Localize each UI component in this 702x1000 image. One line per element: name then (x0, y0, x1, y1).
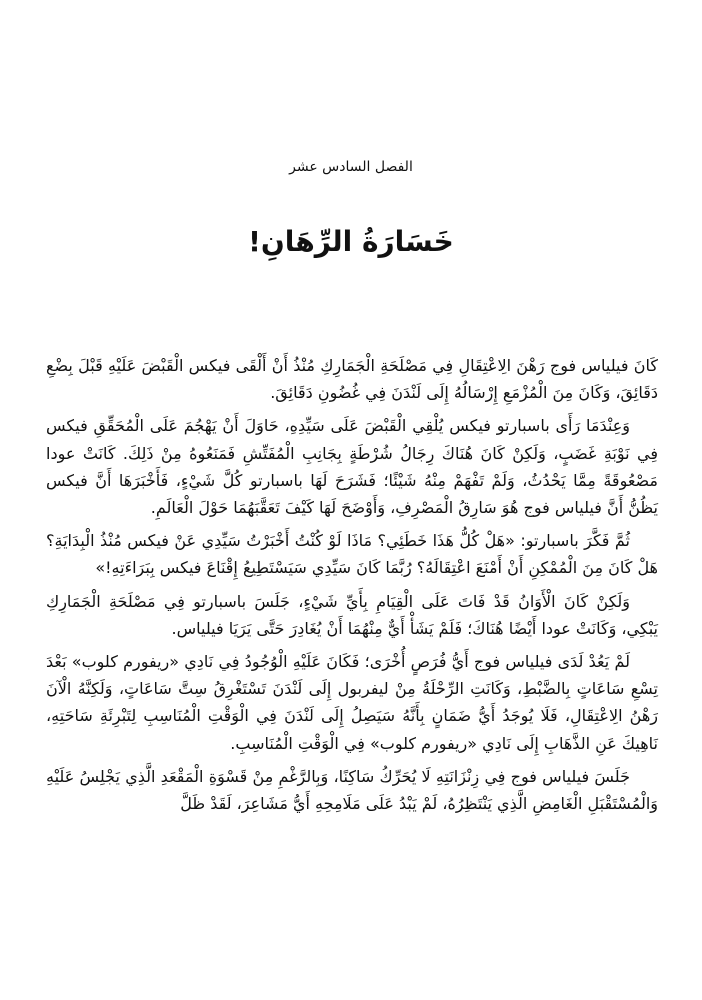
chapter-label: الفصل السادس عشر (289, 159, 413, 175)
paragraph-6: جَلَسَ فيلياس فوج فِي زِنْزَانَتِهِ لَا يُحَرِّكُ سَاكِنًا، وَبِالرَّغْمِ مِنْ قَسْوَةِ الْمَقْعَدِ الَّذِي يَجْلِسُ عَلَيْهِ وَالْمُسْتَقْبَلِ الْغَامِضِ الَّذِي يَنْتَظِرُهُ، لَمْ يَبْدُ عَلَى مَلَامِحِهِ أَيُّ مَشَاعِرَ، لَقَدْ ظَلَّ (46, 766, 658, 814)
body-text (46, 352, 658, 823)
chapter-title: خَسَارَةُ الرِّهَانِ! (248, 225, 454, 258)
paragraph-3: ثُمَّ فَكَّرَ باسبارتو: «هَلْ كُلُّ هَذَا خَطَئِي؟ مَاذَا لَوْ كُنْتُ أَخْبَرْتُ سَيِّدِي عَنْ فيكس مُنْذُ الْبِدَايَةِ؟ هَلْ كَانَ مِنَ الْمُمْكِنِ أَنْ أَمْنَعَ اعْتِقَالَهُ؟ رُبَّمَا كَانَ سَيِّدِي سَيَسْتَطِيعُ إِقْنَاعَ فيكس بِبَرَاءَتِهِ!» (46, 531, 658, 578)
paragraph-2: وَعِنْدَمَا رَأَى باسبارتو فيكس يُلْقِي الْقَبْضَ عَلَى سَيِّدِهِ، حَاوَلَ أَنْ يَهْجُمَ عَلَى الْمُحَقِّقِ فيكس فِي نَوْبَةِ غَضَبٍ، وَلَكِنْ كَانَ هُنَاكَ رِجَالُ شُرْطَةٍ بِجَانِبِ الْمُفَتِّشِ فَمَنَعُوهُ مِنْ ذَلِكَ. كَانَتْ عودا مَصْعُوقَةً مِمَّا يَحْدُثُ، وَلَمْ تَفْهَمْ مِنْهُ شَيْئًا؛ فَشَرَحَ لَهَا باسبارتو كُلَّ شَيْءٍ، فَأَخْبَرَهَا أَنَّ فيكس يَظُنُّ أَنَّ فيلياس فوج هُوَ سَارِقُ الْمَصْرِفِ، وَأَوْضَحَ لَهَا كَيْفَ تَعَقَّبَهُمَا حَوْلَ الْعَالَمِ. (46, 416, 658, 518)
paragraph-1: كَانَ فيلياس فوج رَهْنَ الِاعْتِقَالِ فِي مَصْلَحَةِ الْجَمَارِكِ مُنْذُ أَنْ أَلْقَى فيكس الْقَبْضَ عَلَيْهِ قَبْلَ بِضْعِ دَقَائِقَ، وَكَانَ مِنَ الْمُزْمَعِ إِرْسَالُهُ إِلَى لَنْدَنَ فِي غُضُونِ دَقَائِقَ. (46, 356, 658, 403)
paragraph-5: لَمْ يَعُدْ لَدَى فيلياس فوج أَيُّ فُرَصٍ أُخْرَى؛ فَكَانَ عَلَيْهِ الْوُجُودُ فِي نَادِي «ريفورم كلوب» بَعْدَ تِسْعِ سَاعَاتٍ بِالضَّبْطِ، وَكَانَتِ الرِّحْلَةُ مِنْ ليفربول إِلَى لَنْدَنَ تَسْتَغْرِقُ سِتَّ سَاعَاتٍ، وَلَكِنَّهُ الْآنَ رَهْنُ الِاعْتِقَالِ، فَلَا يُوجَدُ أَيُّ ضَمَانٍ بِأَنَّهُ سَيَصِلُ إِلَى لَنْدَنَ فِي الْوَقْتِ الْمُنَاسِبِ لِتَبْرِئَةِ سَاحَتِهِ، نَاهِيكَ عَنِ الذَّهَابِ إِلَى نَادِي «ريفورم كلوب» فِي الْوَقْتِ الْمُنَاسِبِ. (46, 652, 658, 753)
paragraph-4: وَلَكِنْ كَانَ الْأَوَانُ قَدْ فَاتَ عَلَى الْقِيَامِ بِأَيِّ شَيْءٍ، جَلَسَ باسبارتو فِي مَصْلَحَةِ الْجَمَارِكِ يَبْكِي، وَكَانَتْ عودا أَيْضًا هُنَاكَ؛ فَلَمْ يَشَأْ أَيٌّ مِنْهُمَا أَنْ يُغَادِرَ حَتَّى يَرَيَا فيلياس. (46, 591, 658, 638)
